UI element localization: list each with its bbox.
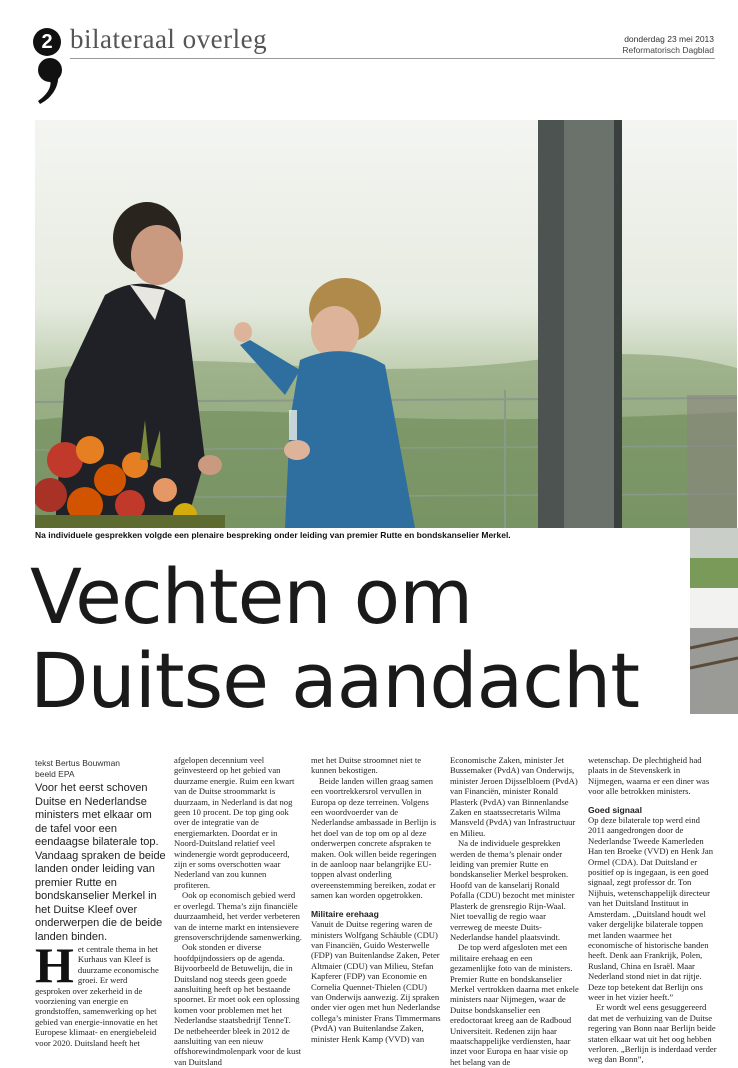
paragraph: Ook op economisch gebied werd er overlegd. Thema’s zijn financiële duurzaamheid, het verder verbeteren van de interne markt en intensievere grensoverschrijdende samenwerking. [174, 890, 302, 942]
main-photo [35, 120, 737, 528]
headline-line-2: Duitse aandacht [30, 636, 639, 725]
paragraph: Na de individuele gesprekken werden de thema’s plenair onder leiding van premier Rutte en bondskanselier Merkel besproken. Hoofd van de kanselarij Ronald Pofalla (CDU) bezocht met minister Plasterk de grensregio Rijn-Waal. Niet toevallig de regio waar verreweg de meeste Duits-Nederlandse handel plaatsvindt. [450, 838, 575, 942]
photo-caption: Na individuele gesprekken volgde een plenaire bespreking onder leiding van premier Rutte en bondskanselier Merkel. [35, 530, 511, 540]
article-column-2 [174, 755, 302, 1067]
paragraph: Economische Zaken, minister Jet Bussemaker (PvdA) van Onderwijs, minister Jeroen Dijsselbloem (PvdA) van Financiën, minister Ronald Plasterk (PvdA) van Binnenlandse Zaken en staatssecretaris Wilma Mansveld (PvdA) van Infrastructuur en Milieu. [450, 755, 578, 838]
subheading: Goed signaal [588, 804, 642, 815]
article-lead-text: et centrale thema in het Kurhaus van Kleef is duurzame economische groei. Er werd gesproken over zekerheid in de voorziening van energie en grondstoffen, samenwerking op het gebied van energie-innovatie en het Europese klimaat- en energiebeleid voor 2020. Duitsland heeft het [35, 944, 159, 1048]
paragraph: Op deze bilaterale top werd eind 2011 aangedrongen door de Nederlandse Tweede Kamerleden Han ten Broeke (VVD) en Henk Jan Ormel (CDA). Dat Duitsland er positief op is ingegaan, is een goed signaal, zegt professor dr. Ton Nijhuis, wetenschappelijk directeur van het Duitsland Instituut in Amsterdam. „Duitsland houdt wel vaker dergelijke bilaterale toppen met landen waarmee het economische of historische banden heeft. Denk aan Frankrijk, Polen, Rusland, China en Israël. Maar Nederland stond niet in dat rijtje. Deze top betekent dat Berlijn ons weer in het vizier heeft.” [588, 815, 714, 1002]
header-divider [70, 58, 715, 59]
paragraph: Vanuit de Duitse regering waren de ministers Wolfgang Schäuble (CDU) van Financiën, Guido Westerwelle (FDP) van Buitenlandse Zaken, Peter Altmaier (CDU) van Milieu, Stefan Kapferer (FDP) van Economie en Cornelia Quennet-Thielen (CDU) van Onderwijs aanwezig. Zij spraken onder vier ogen met hun Nederlandse collega’s minister Frans Timmermans (PvdA) van Buitenlandse Zaken, minister Henk Kamp (VVD) van [311, 919, 441, 1044]
paragraph: afgelopen decennium veel geïnvesteerd op het gebied van duurzame energie. Ruim een kwart van de Duitse stroommarkt is duurzaam, in Nederland is dat nog geen 10 procent. De top ging ook over de integratie van de energiemarkten. Doordat er in Noord-Duitsland relatief veel windenergie wordt geproduceerd, zijn er soms overschotten waar Nederland van zou kunnen profiteren. [174, 755, 295, 890]
comma-logo-icon [36, 56, 64, 106]
issue-date: donderdag 23 mei 2013 [624, 34, 714, 44]
article-column-4 [450, 755, 580, 1067]
drop-cap: H [35, 937, 74, 993]
page-number: 2 [33, 28, 61, 56]
subheading: Militaire erehaag [311, 908, 379, 919]
article-column-3 [311, 755, 441, 1044]
paragraph: wetenschap. De plechtigheid had plaats in de Stevenskerk in Nijmegen, waarna er een diner was voor alle betrokken ministers. [588, 755, 710, 797]
paragraph: Beide landen willen graag samen een voortrekkersrol vervullen in Europa op deze terreinen. Volgens een woordvoerder van de Nederlandse ambassade in Berlijn is het doel van de top om op al deze onderwerpen concrete afspraken te maken. Ook willen beide regeringen in de aanloop naar belangrijke EU-toppen alvast onderling overeenstemming bereiken, zodat er samen kan worden opgetrokken. [311, 775, 437, 901]
paragraph: Er wordt wel eens gesuggereerd dat met de verhuizing van de Duitse regering van Bonn naar Berlijn beide staten elkaar wat uit het oog hebben verloren. „Berlijn is inderdaad verder weg dan Bonn”, [588, 1002, 717, 1065]
side-photo-strip [690, 528, 738, 714]
article-column-1-lead [35, 937, 163, 1048]
newspaper-name: Reformatorisch Dagblad [622, 45, 714, 55]
byline [35, 758, 120, 780]
section-title: bilateraal overleg [70, 24, 268, 54]
headline [30, 552, 690, 725]
headline-line-1: Vechten om [30, 552, 473, 641]
paragraph: De top werd afgesloten met een militaire erehaag en een gezamenlijke foto van de ministers. Premier Rutte en bondskanselier Merkel vertrokken daarna met enkele ministers naar Nijmegen, waar de Duitse bondskanselier een eredoctoraat kreeg aan de Radboud Universiteit. Redenen zijn haar maatschappelijke verdiensten, haar inzet voor Europa en haar visie op het belang van de [450, 942, 579, 1067]
article-intro: Voor het eerst schoven Duitse en Nederlandse ministers met elkaar om de tafel voor een eendaagse bilaterale top. Vandaag spraken de beide landen onder leiding van premier Rutte en bondskanselier Merkel in het Duitse Kleef over onderwerpen die de beide landen binden. [35, 782, 166, 943]
photo-credit: beeld EPA [35, 769, 75, 779]
article-column-5 [588, 755, 718, 1065]
paragraph: Ook stonden er diverse hoofdpijndossiers op de agenda. Bijvoorbeeld de Betuwelijn, die in Duitsland nog steeds geen goede aansluiting heeft op het bestaande spoornet. Er moet ook een oplossing komen voor problemen met het Nederlandse staatsbedrijf TenneT. De netbeheerder bleek in 2012 de aansluiting van een nieuw offshorewindmolenpark voor de kust van Duitsland [174, 942, 302, 1067]
author-credit: tekst Bertus Bouwman [35, 758, 121, 768]
paragraph: met het Duitse stroomnet niet te kunnen bekostigen. [311, 755, 422, 776]
